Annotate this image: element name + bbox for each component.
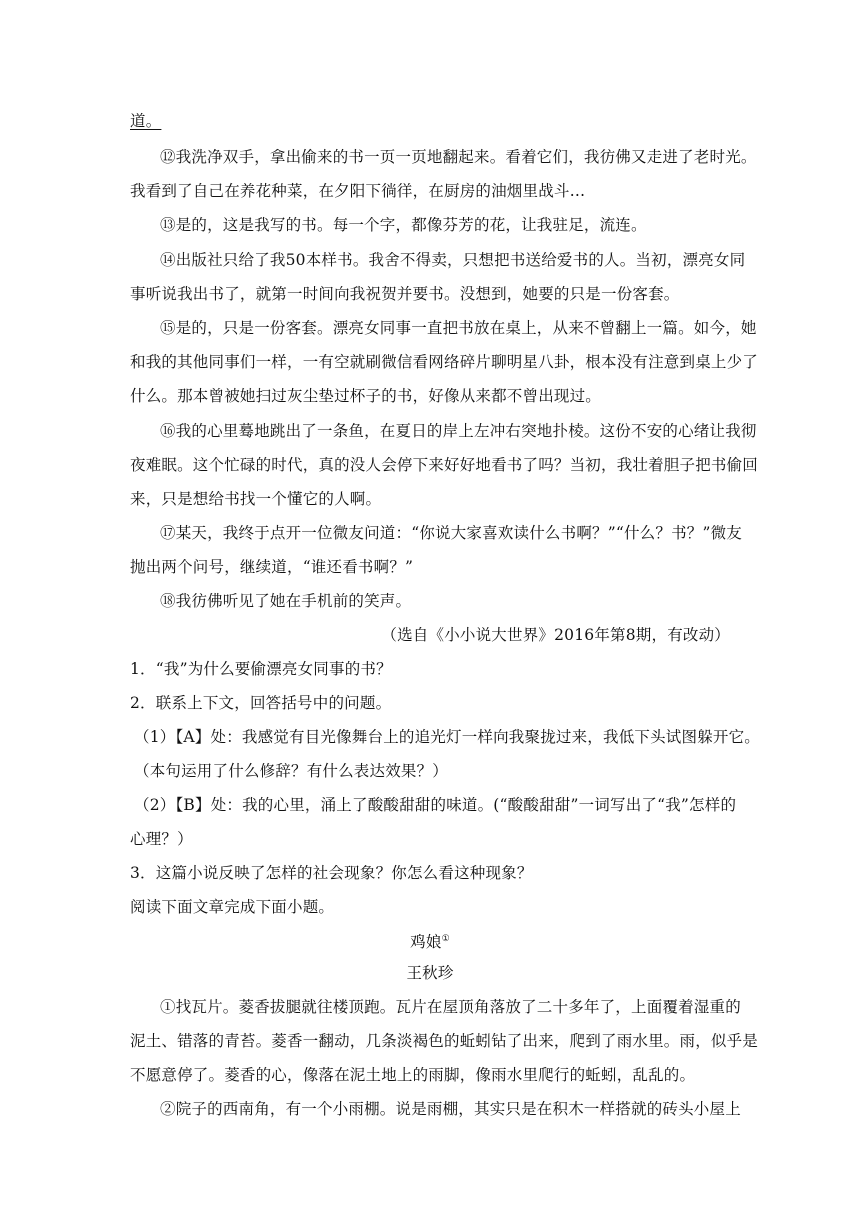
paragraph-18: ⑱我彷佛听见了她在手机前的笑声。 bbox=[160, 592, 412, 610]
paragraph-14-line-1: ⑭出版社只给了我50本样书。我舍不得卖，只想把书送给爱书的人。当初，漂亮女同 bbox=[160, 251, 746, 269]
question-3: 3．这篇小说反映了怎样的社会现象？你怎么看这种现象？ bbox=[130, 864, 533, 882]
story-title-block bbox=[130, 928, 730, 953]
paragraph-15-line-2: 和我的其他同事们一样，一有空就刷微信看网络碎片聊明星八卦，根本没有注意到桌上少了 bbox=[130, 353, 759, 371]
story2-paragraph-1-line-2: 泥土、错落的青苔。菱香一翻动，几条淡褐色的蚯蚓钻了出来，爬到了雨水里。雨，似乎是 bbox=[130, 1032, 759, 1050]
paragraph-15-line-3: 什么。那本曾被她扫过灰尘垫过杯子的书，好像从来都不曾出现过。 bbox=[130, 387, 602, 405]
story2-paragraph-2-line-1: ②院子的西南角，有一个小雨棚。说是雨棚，其实只是在积木一样搭就的砖头小屋上 bbox=[160, 1100, 741, 1118]
paragraph-15-line-1: ⑮是的，只是一份客套。漂亮女同事一直把书放在桌上，从来不曾翻上一篇。如今，她 bbox=[160, 319, 757, 337]
paragraph-16-line-3: 来，只是想给书找一个懂它的人啊。 bbox=[130, 490, 382, 508]
question-2-2-line-2: 心理？） bbox=[130, 830, 193, 848]
paragraph-13: ⑬是的，这是我写的书。每一个字，都像芬芳的花，让我驻足，流连。 bbox=[160, 216, 647, 234]
paragraph-12-line-2: 我看到了自己在养花种菜，在夕阳下徜徉，在厨房的油烟里战斗… bbox=[130, 182, 586, 200]
question-1: 1．“我”为什么要偷漂亮女同事的书？ bbox=[130, 660, 392, 678]
story-author: 王秋珍 bbox=[406, 964, 454, 982]
paragraph-17-line-1: ⑰某天，我终于点开一位微友问道：“你说大家喜欢读什么书啊？”“什么？书？”微友 bbox=[160, 524, 742, 542]
paragraph-end-line: 道。 bbox=[130, 112, 162, 130]
story2-paragraph-1-line-3: 不愿意停了。菱香的心，像落在泥土地上的雨脚，像雨水里爬行的蚯蚓，乱乱的。 bbox=[130, 1066, 696, 1084]
question-2: 2．联系上下文，回答括号中的问题。 bbox=[130, 694, 392, 712]
paragraph-12-line-1: ⑫我洗净双手，拿出偷来的书一页一页地翻起来。看着它们，我彷佛又走进了老时光。 bbox=[160, 148, 757, 166]
paragraph-14-line-2: 事听说我出书了，就第一时间向我祝贺并要书。没想到，她要的只是一份客套。 bbox=[130, 285, 680, 303]
paragraph-16-line-2: 夜难眠。这个忙碌的时代，真的没人会停下来好好地看书了吗？当初，我壮着胆子把书偷回 bbox=[130, 456, 759, 474]
question-2-2-line-1: （2）【B】处：我的心里，涌上了酸酸甜甜的味道。(“酸酸甜甜”一词写出了“我”怎样的 bbox=[134, 796, 737, 814]
question-2-1-line-2: （本句运用了什么修辞？有什么表达效果？） bbox=[134, 762, 449, 780]
story2-paragraph-1-line-1: ①找瓦片。菱香拔腿就往楼顶跑。瓦片在屋顶角落放了二十多年了，上面覆着湿重的 bbox=[160, 998, 741, 1016]
paragraph-16-line-1: ⑯我的心里蓦地跳出了一条鱼，在夏日的岸上左冲右突地扑棱。这份不安的心绪让我彻 bbox=[160, 422, 757, 440]
question-2-1-line-1: （1）【A】处：我感觉有目光像舞台上的追光灯一样向我聚拢过来，我低下头试图躲开它。 bbox=[134, 728, 761, 746]
reading-instruction: 阅读下面文章完成下面小题。 bbox=[130, 898, 335, 916]
source-citation: （选自《小小说大世界》2016年第8期，有改动） bbox=[381, 626, 730, 644]
title-footnote-mark: ① bbox=[441, 934, 450, 944]
story-title: 鸡娘 bbox=[410, 933, 442, 952]
paragraph-17-line-2: 抛出两个问号，继续道，“谁还看书啊？” bbox=[130, 558, 414, 576]
